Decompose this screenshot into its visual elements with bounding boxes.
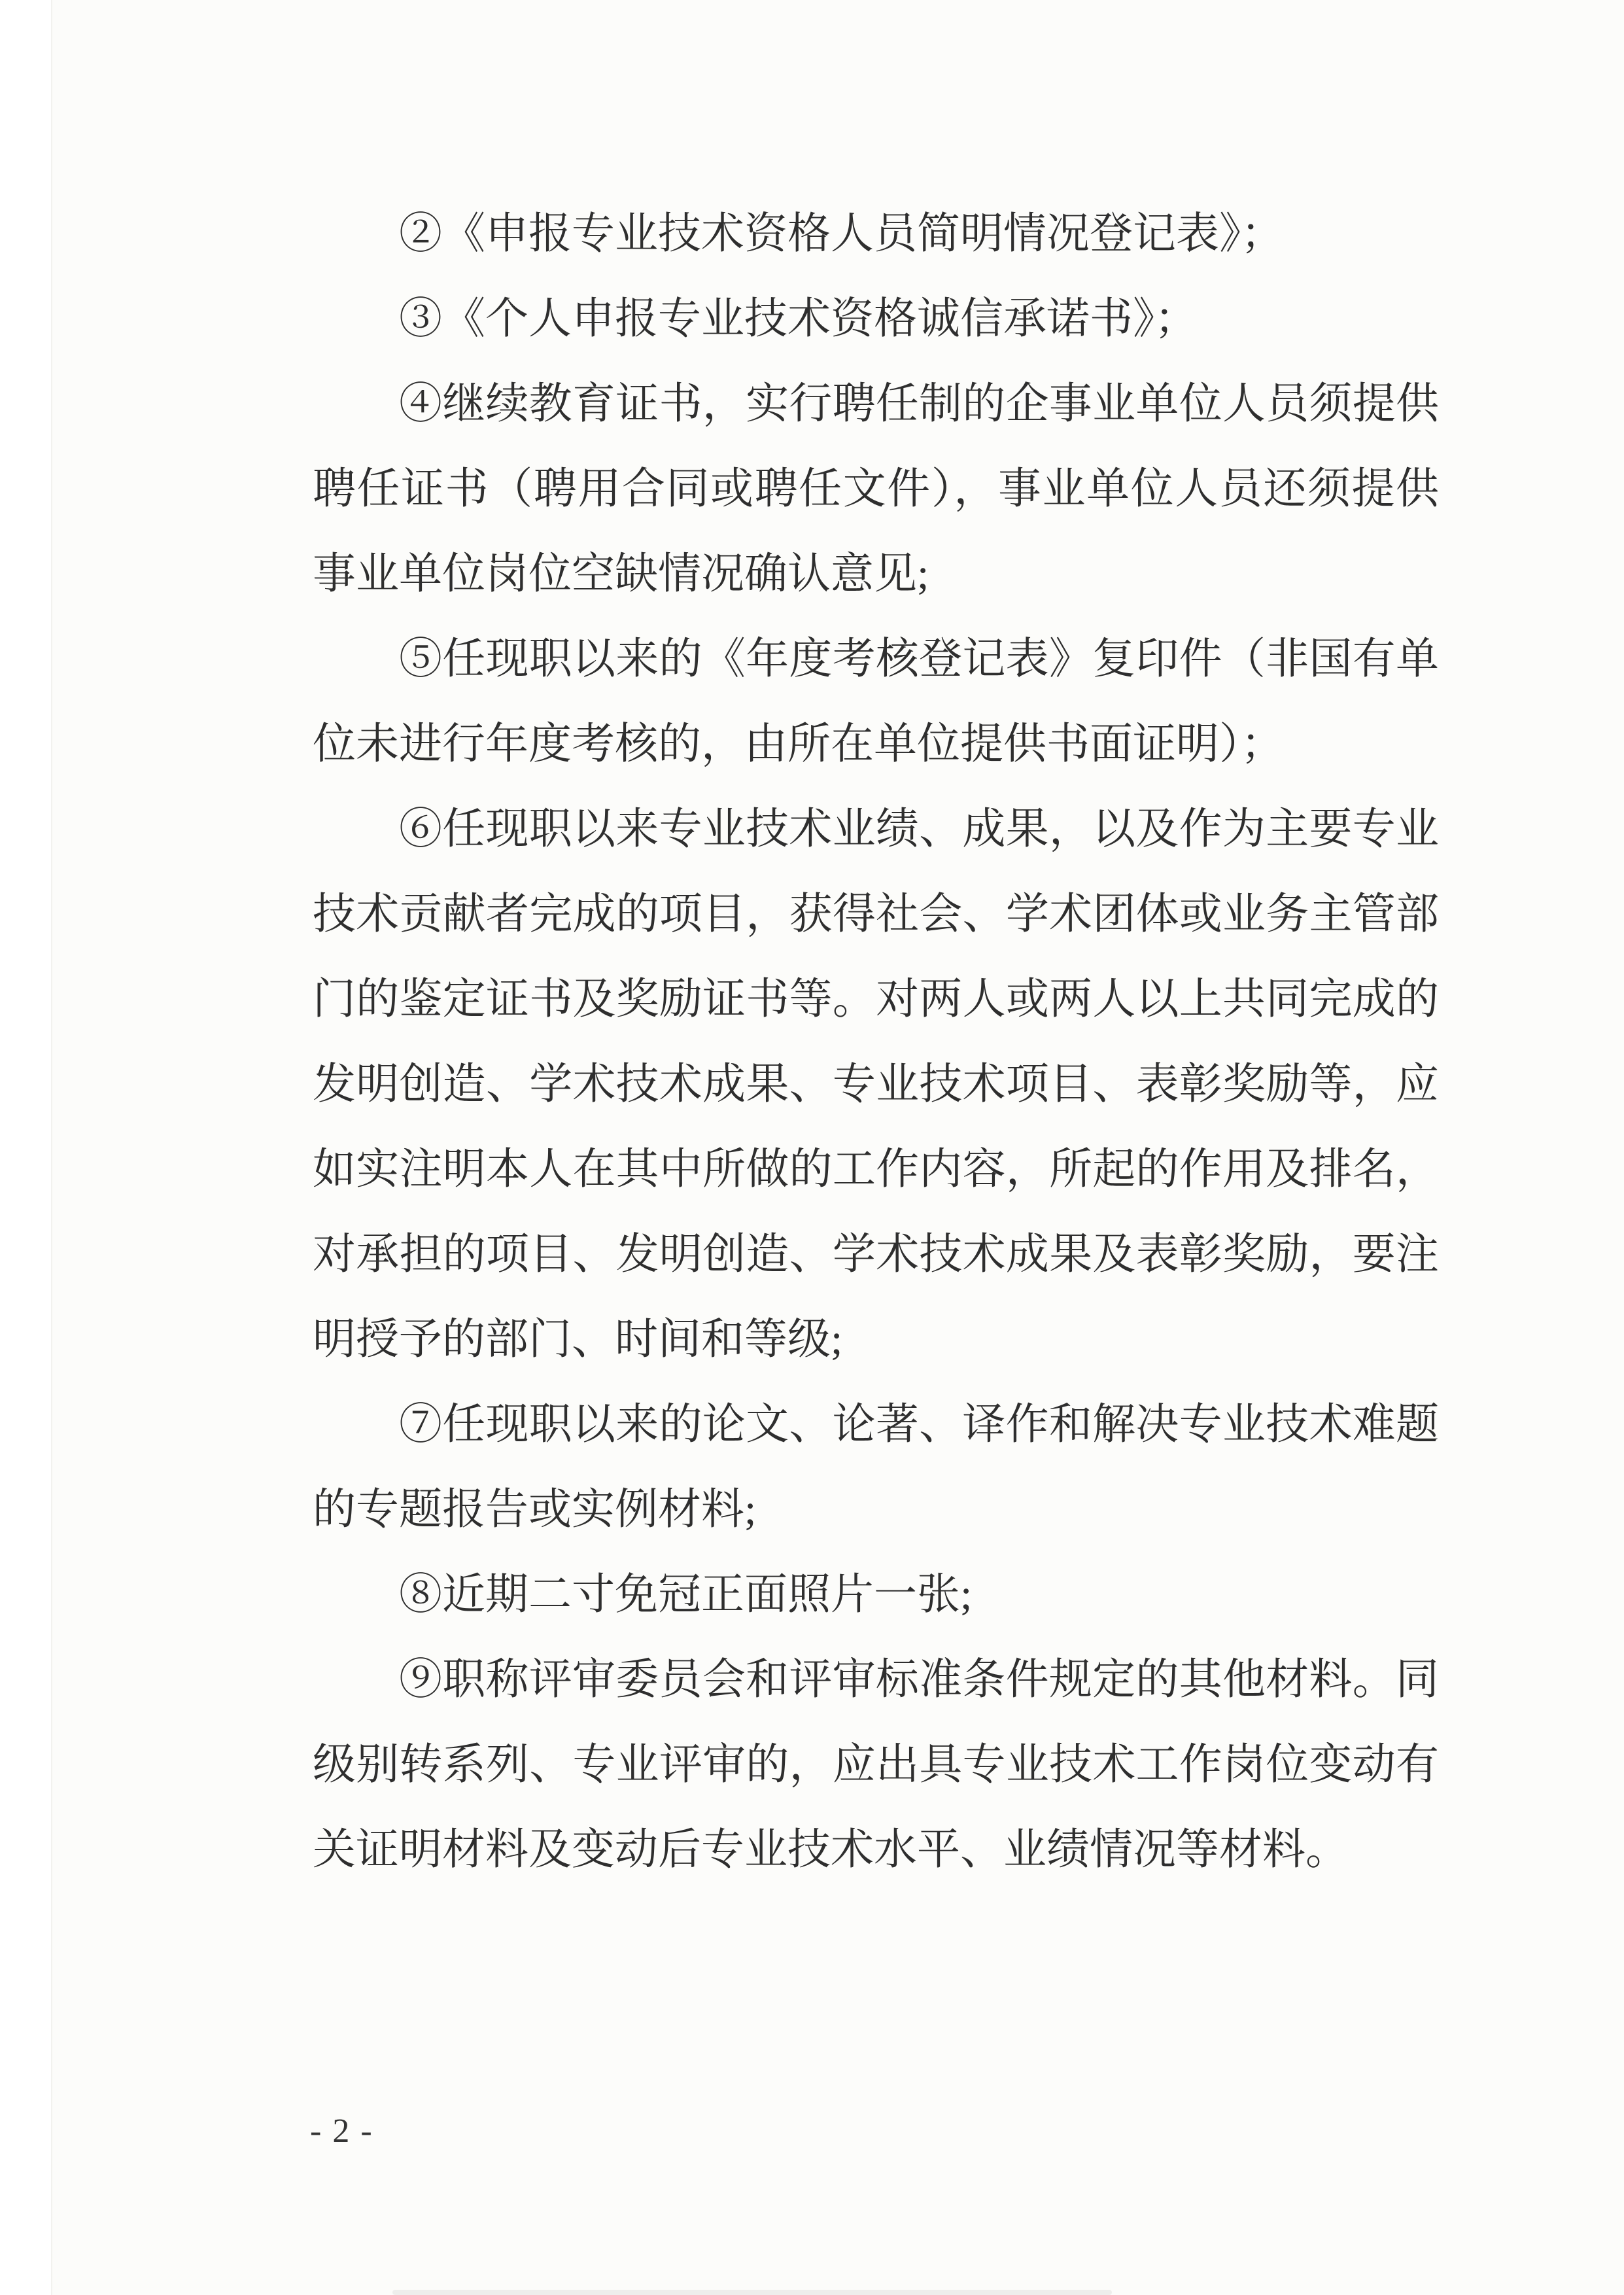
document-body [313,192,1439,1893]
paragraph-item-4: ④继续教育证书，实行聘任制的企事业单位人员须提供聘任证书（聘用合同或聘任文件），事业单位人员还须提供事业单位岗位空缺情况确认意见; [313,380,1439,598]
paragraph-item-6: ⑥任现职以来专业技术业绩、成果，以及作为主要专业技术贡献者完成的项目，获得社会、学术团体或业务主管部门的鉴定证书及奖励证书等。对两人或两人以上共同完成的发明创造、学术技术成果、专业技术项目、表彰奖励等，应如实注明本人在其中所做的工作内容，所起的作用及排名，对承担的项目、发明创造、学术技术成果及表彰奖励，要注明授予的部门、时间和等级; [313,805,1439,1363]
scan-edge-strip [0,0,52,2295]
paragraph-item-2: ②《申报专业技术资格人员简明情况登记表》； [399,210,1284,258]
paragraph-item-9: ⑨职称评审委员会和评审标准条件规定的其他材料。同级别转系列、专业评审的，应出具专业技术工作岗位变动有关证明材料及变动后专业技术水平、业绩情况等材料。 [313,1656,1439,1874]
page-number: - 2 - [310,2112,373,2150]
paragraph-item-3: ③《个人申报专业技术资格诚信承诺书》； [399,295,1198,343]
paragraph-item-5: ⑤任现职以来的《年度考核登记表》复印件（非国有单位未进行年度考核的，由所在单位提供书面证明）； [313,635,1439,768]
paragraph-item-8: ⑧近期二寸免冠正面照片一张; [399,1571,973,1619]
paragraph-item-7: ⑦任现职以来的论文、论著、译作和解决专业技术难题的专题报告或实例材料; [313,1401,1439,1533]
scan-artifact-bottom [392,2290,1112,2295]
